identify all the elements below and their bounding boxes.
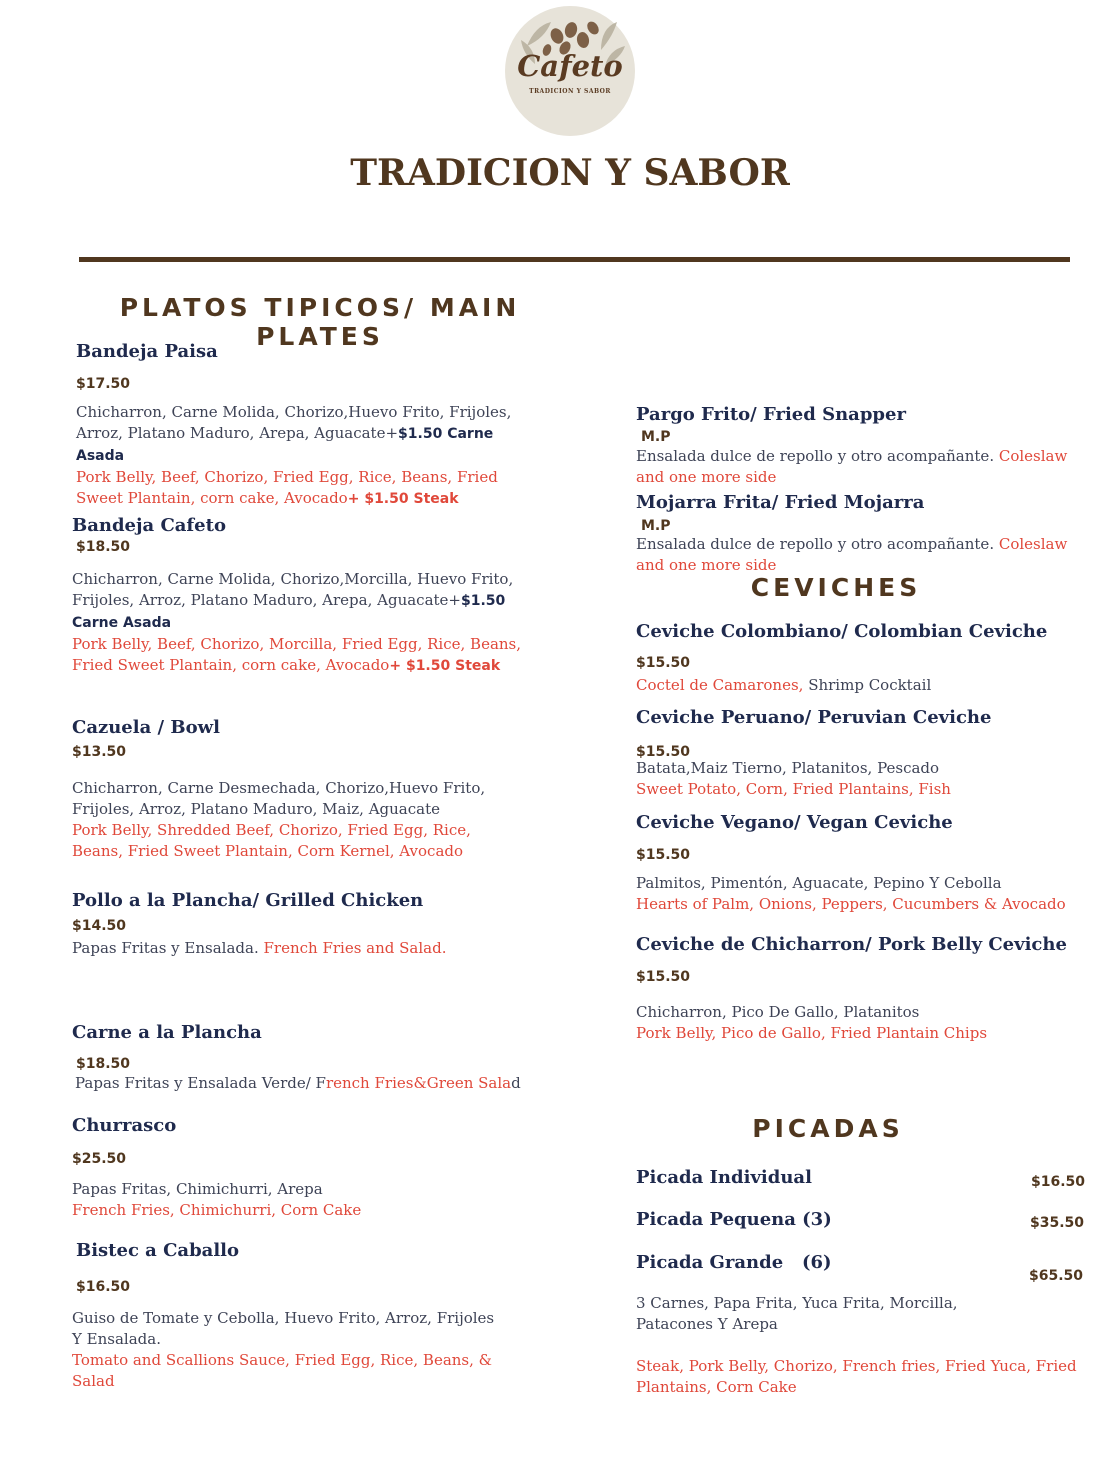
item-price-picada-grande: $65.50: [1029, 1268, 1084, 1284]
desc-en: Shrimp Cocktail: [803, 676, 932, 694]
desc-es: Batata,Maiz Tierno, Platanitos, Pescado: [636, 759, 940, 777]
item-name-bistec: Bistec a Caballo: [76, 1240, 240, 1261]
desc-en: Pork Belly, Pico de Gallo, Fried Plantain Chips: [636, 1024, 988, 1042]
desc-es: Chicharron, Carne Molida, Chorizo,Huevo Frito, Frijoles, Arroz, Platano Maduro, Arepa, Aguacate+: [76, 403, 512, 442]
item-price-picada-individual: $16.50: [1031, 1174, 1086, 1190]
item-desc-ceviche-chicharron: [636, 1002, 1096, 1044]
item-price-mojarra: M.P: [641, 518, 671, 534]
item-name-carne: Carne a la Plancha: [72, 1022, 262, 1043]
logo-tagline: TRADICION Y SABOR: [529, 88, 611, 95]
desc-es: Papas Fritas y Ensalada Verde/ F: [75, 1074, 326, 1092]
item-desc-bandeja-cafeto: [72, 569, 542, 677]
item-price-pollo: $14.50: [72, 918, 127, 934]
desc-es: Papas Fritas, Chimichurri, Arepa: [72, 1180, 323, 1198]
item-name-churrasco: Churrasco: [72, 1115, 177, 1136]
desc-en: Pork Belly, Beef, Chorizo, Morcilla, Fried Egg, Rice, Beans, Fried Sweet Plantain, corn cake, Avocado: [72, 635, 522, 674]
item-desc-ceviche-colombiano: [636, 675, 1096, 696]
item-desc-mojarra: [636, 534, 1096, 576]
item-price-pargo: M.P: [641, 429, 671, 445]
item-price-ceviche-colombiano: $15.50: [636, 655, 691, 671]
item-price-cazuela: $13.50: [72, 744, 127, 760]
item-desc-ceviche-peruano: [636, 758, 1096, 800]
item-price-bistec: $16.50: [76, 1279, 131, 1295]
desc-es: Coctel de Camarones,: [636, 676, 804, 694]
item-name-pollo: Pollo a la Plancha/ Grilled Chicken: [72, 890, 424, 911]
desc-es: Chicharron, Pico De Gallo, Platanitos: [636, 1003, 920, 1021]
desc-en: Tomato and Scallions Sauce, Fried Egg, Rice, Beans, & Salad: [72, 1351, 493, 1390]
desc-en: Coleslaw and one more side: [636, 535, 1068, 574]
item-price-ceviche-peruano: $15.50: [636, 744, 691, 760]
item-price-ceviche-vegano: $15.50: [636, 847, 691, 863]
item-name-picada-individual: Picada Individual: [636, 1167, 812, 1188]
item-name-picada-grande: Picada Grande (6): [636, 1252, 832, 1273]
item-desc-pollo: [72, 938, 542, 959]
desc-en: Coleslaw and one more side: [636, 447, 1068, 486]
item-price-bandeja-paisa: $17.50: [76, 376, 131, 392]
item-price-picada-pequena: $35.50: [1030, 1215, 1085, 1231]
item-desc-bistec: [72, 1308, 522, 1392]
desc-en: Pork Belly, Beef, Chorizo, Fried Egg, Rice, Beans, Fried Sweet Plantain, corn cake, Avocado: [76, 468, 498, 507]
item-name-pargo: Pargo Frito/ Fried Snapper: [636, 404, 906, 425]
desc-en: French Fries, Chimichurri, Corn Cake: [72, 1201, 362, 1219]
desc-tail: d: [511, 1074, 521, 1092]
section-title-ceviches: CEVICHES: [750, 573, 922, 602]
item-desc-churrasco: [72, 1179, 542, 1221]
item-desc-picadas-en: Steak, Pork Belly, Chorizo, French fries, Fried Yuca, Fried Plantains, Corn Cake: [636, 1357, 1077, 1396]
desc-en: Hearts of Palm, Onions, Peppers, Cucumbers & Avocado: [636, 895, 1066, 913]
desc-en: French Fries and Salad.: [258, 939, 447, 957]
item-name-bandeja-cafeto: Bandeja Cafeto: [72, 515, 226, 536]
item-desc-pargo: [636, 446, 1096, 488]
item-desc-bandeja-paisa: [76, 402, 546, 510]
item-name-bandeja-paisa: Bandeja Paisa: [76, 341, 218, 362]
section-title-main-plates: PLATOS TIPICOS/ MAIN PLATES: [119, 293, 521, 351]
item-name-ceviche-vegano: Ceviche Vegano/ Vegan Ceviche: [636, 812, 953, 833]
item-price-carne: $18.50: [76, 1056, 131, 1072]
item-desc-carne: [75, 1073, 555, 1094]
extra-en: + $1.50 Steak: [347, 491, 459, 507]
desc-es: Chicharron, Carne Molida, Chorizo,Morcilla, Huevo Frito, Frijoles, Arroz, Platano Maduro, Arepa, Aguacate+: [72, 570, 514, 609]
item-name-cazuela: Cazuela / Bowl: [72, 717, 220, 738]
desc-es: Palmitos, Pimentón, Aguacate, Pepino Y Cebolla: [636, 874, 1002, 892]
item-desc-cazuela: [72, 778, 522, 862]
item-name-mojarra: Mojarra Frita/ Fried Mojarra: [636, 492, 925, 513]
desc-es: Papas Fritas y Ensalada.: [72, 939, 259, 957]
page-title: TRADICION Y SABOR: [350, 152, 790, 194]
desc-es: Guiso de Tomate y Cebolla, Huevo Frito, Arroz, Frijoles: [72, 1309, 495, 1327]
desc-es: Ensalada dulce de repollo y otro acompañante.: [636, 447, 999, 465]
item-name-ceviche-chicharron: Ceviche de Chicharron/ Pork Belly Ceviche: [636, 934, 1067, 955]
section-title-picadas: PICADAS: [752, 1114, 904, 1143]
item-price-bandeja-cafeto: $18.50: [76, 539, 131, 555]
cafeto-logo: [505, 6, 635, 136]
item-name-picada-pequena: Picada Pequena (3): [636, 1209, 832, 1230]
desc-es: Chicharron, Carne Desmechada, Chorizo,Huevo Frito, Frijoles, Arroz, Platano Maduro, Maiz, Aguacate: [72, 779, 486, 818]
extra-es: $1.50 Carne Asada: [76, 426, 494, 464]
divider: [79, 257, 1070, 262]
extra-en: + $1.50 Steak: [389, 658, 501, 674]
desc-es-2: Y Ensalada.: [72, 1330, 161, 1348]
desc-en: Pork Belly, Shredded Beef, Chorizo, Fried Egg, Rice, Beans, Fried Sweet Plantain, Corn Kernel, Avocado: [72, 821, 471, 860]
desc-es: Ensalada dulce de repollo y otro acompañante.: [636, 535, 999, 553]
logo-wordmark: Cafeto: [517, 49, 623, 83]
desc-en: rench Fries&Green Sala: [325, 1074, 512, 1092]
item-name-ceviche-peruano: Ceviche Peruano/ Peruvian Ceviche: [636, 707, 992, 728]
item-price-ceviche-chicharron: $15.50: [636, 969, 691, 985]
extra-es: $1.50 Carne Asada: [72, 593, 506, 631]
item-desc-picadas-es: 3 Carnes, Papa Frita, Yuca Frita, Morcilla, Patacones Y Arepa: [636, 1294, 958, 1333]
item-name-ceviche-colombiano: Ceviche Colombiano/ Colombian Ceviche: [636, 621, 1048, 642]
item-desc-ceviche-vegano: [636, 873, 1096, 915]
item-price-churrasco: $25.50: [72, 1151, 127, 1167]
desc-en: Sweet Potato, Corn, Fried Plantains, Fish: [636, 780, 951, 798]
